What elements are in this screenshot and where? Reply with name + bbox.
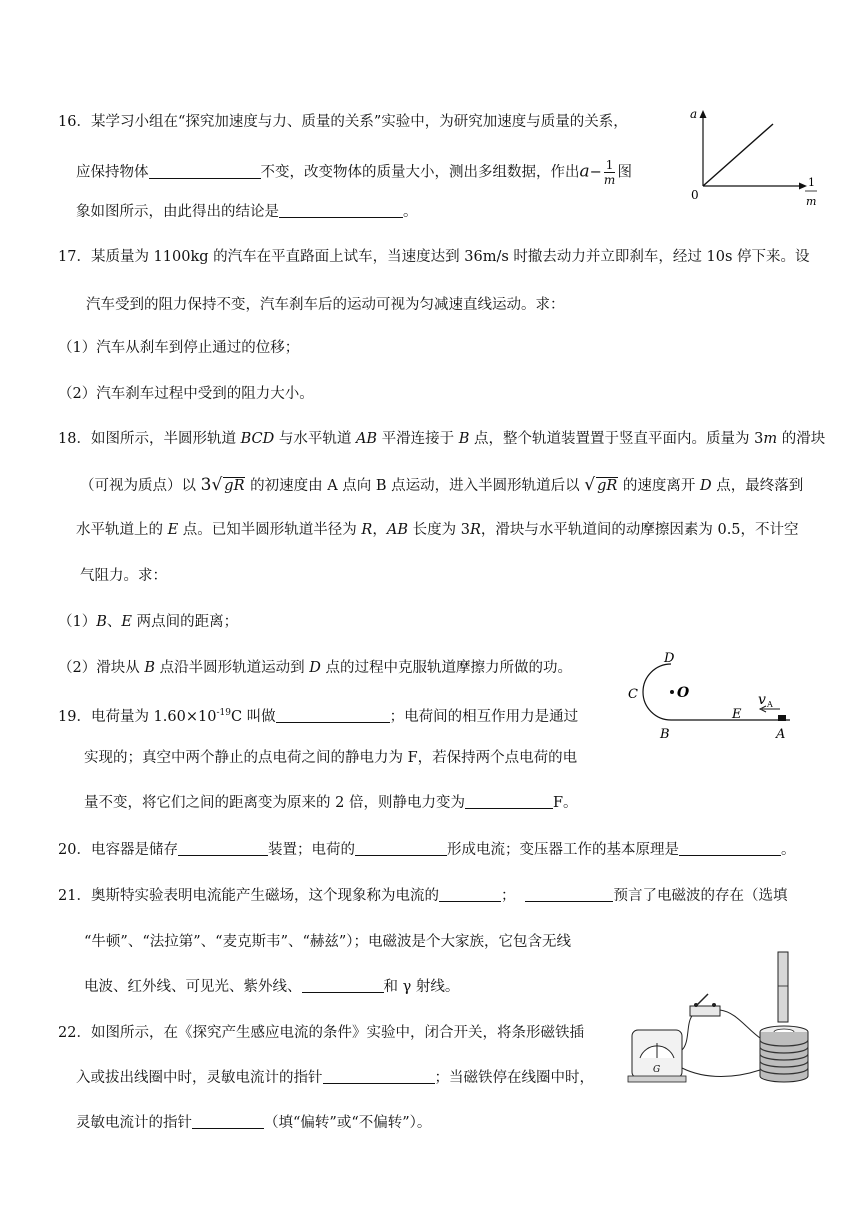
bar-magnet-icon (778, 952, 788, 1022)
q18-text: 的滑块 (777, 431, 826, 447)
q21-text: 电波、红外线、可见光、紫外线、 (84, 979, 302, 995)
q20-text: 装置；电荷的 (267, 842, 355, 858)
q22-blank-2[interactable] (192, 1114, 264, 1129)
q21-text: ； (500, 888, 516, 904)
q22-text: （填“偏转”或“不偏转”）。 (264, 1115, 432, 1131)
q18-line2 (80, 475, 803, 496)
q18-italic: B (458, 431, 470, 447)
q18-radicand: gR (597, 478, 618, 494)
q18-text: 两点间的距离； (131, 614, 239, 630)
q19-line2: 实现的；真空中两个静止的点电荷之间的静电力为 F，若保持两个点电荷的电 (84, 750, 578, 766)
q16-expr-num: 1 (605, 158, 614, 172)
q16-graph-ylabel: a (690, 107, 698, 121)
q16-graph-line (703, 124, 773, 186)
q22-text: 灵敏电流计的指针 (76, 1115, 192, 1131)
q18-text: 点的过程中克服轨道摩擦力所做的功。 (320, 660, 572, 676)
q19-line3 (84, 793, 578, 813)
q18-text: 水平轨道上的 (76, 522, 168, 538)
q16-text: 应保持物体 (76, 164, 149, 181)
q21-blank-1[interactable] (439, 887, 501, 902)
q22-text: 入或拔出线圈中时，灵敏电流计的指针 (76, 1070, 323, 1086)
q18-semicircle-track (643, 664, 671, 720)
q18-text: 平滑连接于 (377, 431, 459, 447)
q18-text: 、 (106, 614, 122, 630)
q18-text: ，滑块与水平轨道间的动摩擦因素为 0.5，不计空 (480, 522, 799, 538)
q21-line2: “牛顿”、“法拉第”、“麦克斯韦”、“赫兹”）；电磁波是个大家族，它包含无线 (84, 934, 572, 950)
q16-text: 。 (403, 204, 418, 220)
q18-text: 18．如图所示，半圆形轨道 (58, 431, 241, 447)
q18-text: ， (372, 522, 387, 538)
q18-text: 点沿半圆形轨道运动到 (155, 660, 310, 676)
q18-line1 (58, 429, 825, 449)
q22-induction-apparatus (626, 950, 826, 1100)
q18-text: 的速度离开 (618, 478, 701, 494)
q16-line2 (76, 158, 632, 187)
q18-italic: B (96, 614, 107, 630)
q16-graph-origin: 0 (691, 188, 699, 202)
q19-line1 (58, 703, 578, 727)
q18-radicand: gR (224, 478, 245, 494)
q18-track-diagram (622, 652, 812, 742)
q18-text: 与水平轨道 (274, 431, 356, 447)
switch-icon (690, 1006, 720, 1016)
q18-text: 点，整个轨道装置置于竖直平面内。质量为 3 (469, 431, 764, 447)
q18-italic: AB (386, 522, 408, 538)
q21-line3 (84, 977, 459, 997)
q22-line3 (76, 1113, 431, 1133)
q17-line1: 17．某质量为 1100kg 的汽车在平直路面上试车，当速度达到 36m/s 时撤去动力并立即刹车，经过 10s 停下来。设 (58, 249, 810, 265)
q17-line2: 汽车受到的阻力保持不变，汽车刹车后的运动可视为匀减速直线运动。求： (86, 297, 565, 313)
q18-label-v: v (758, 692, 766, 708)
q16-graph-xlabel-den: m (806, 195, 817, 208)
q22-line1: 22．如图所示，在《探究产生感应电流的条件》实验中，闭合开关，将条形磁铁插 (58, 1025, 584, 1041)
q18-italic: R (361, 522, 373, 538)
q18-label-B: B (660, 727, 670, 742)
q18-label-C: C (628, 687, 638, 702)
radical-sign: √ (584, 475, 596, 495)
q16-blank-2[interactable] (279, 203, 403, 218)
q19-text: ；电荷间的相互作用力是通过 (389, 708, 579, 725)
q18-text: （2）滑块从 (58, 660, 145, 676)
q16-expr-den: m (603, 173, 616, 187)
q18-label-A: A (776, 727, 786, 742)
q21-text: 和 γ 射线。 (383, 979, 460, 995)
q16-text: 不变，改变物体的质量大小，测出多组数据，作出 (260, 164, 580, 181)
q21-line1 (58, 886, 787, 906)
q16-blank-1[interactable] (149, 164, 261, 179)
q22-text: ；当磁铁停在线圈中时， (434, 1070, 594, 1086)
q18-italic: E (167, 522, 179, 538)
q18-italic: B (144, 660, 155, 676)
q16-text: 象如图所示，由此得出的结论是 (76, 204, 279, 220)
q22-line2 (76, 1068, 594, 1088)
q21-blank-3[interactable] (302, 978, 384, 993)
q19-text: 19．电荷量为 1.60×10 (58, 708, 217, 725)
q16-expr-a: a (579, 161, 590, 182)
q18-part2 (58, 658, 572, 678)
q18-slider-block (778, 715, 786, 721)
q18-text: 长度为 3 (407, 522, 470, 538)
q16-expr-minus: − (589, 164, 602, 181)
q18-italic: D (700, 478, 712, 494)
q18-text: （1） (58, 614, 97, 630)
q18-line4: 气阻力。求： (80, 568, 167, 584)
q18-label-O: O (677, 685, 690, 701)
q18-line3 (76, 520, 799, 540)
q18-italic: m (763, 431, 778, 447)
q18-text: （可视为质点）以 (80, 478, 201, 494)
q20-blank-2[interactable] (355, 841, 447, 856)
q22-blank-1[interactable] (323, 1069, 435, 1084)
q21-blank-2[interactable] (525, 887, 613, 902)
q20-blank-3[interactable] (679, 841, 781, 856)
q16-text: 图 (617, 164, 632, 181)
q19-exponent: -19 (216, 708, 231, 718)
q16-line1: 16．某学习小组在“探究加速度与力、质量的关系”实验中，为研究加速度与质量的关系， (58, 114, 628, 130)
q18-italic: D (309, 660, 321, 676)
q18-italic: R (469, 522, 481, 538)
q19-text: 量不变，将它们之间的距离变为原来的 2 倍，则静电力变为 (84, 795, 465, 811)
q18-label-v-sub: A (767, 700, 773, 709)
q18-italic: AB (355, 431, 378, 447)
q18-text: 点，最终落到 (711, 478, 804, 494)
q19-text: F。 (552, 795, 578, 811)
connecting-wires (682, 1010, 760, 1077)
q18-italic: BCD (240, 431, 275, 447)
q18-italic: E (121, 614, 132, 630)
q21-text: 预言了电磁波的存在（选填 (613, 888, 788, 904)
q20-line1 (58, 840, 795, 860)
q20-text: 形成电流；变压器工作的基本原理是 (446, 842, 679, 858)
q20-blank-1[interactable] (178, 841, 268, 856)
q17-part2: （2）汽车刹车过程中受到的阻力大小。 (58, 386, 314, 402)
q18-text: 的初速度由 A 点向 B 点运动，进入半圆形轨道后以 (245, 478, 585, 494)
q16-graph-xlabel-num: 1 (808, 176, 815, 189)
q18-label-E: E (732, 707, 742, 722)
q20-text: 20．电容器是储存 (58, 842, 178, 858)
q16-line3 (76, 202, 418, 222)
q21-text: 21．奥斯特实验表明电流能产生磁场，这个现象称为电流的 (58, 888, 439, 904)
q18-center-point (670, 690, 674, 694)
q19-blank-1[interactable] (276, 708, 390, 723)
galvanometer-label: G (653, 1065, 661, 1075)
q18-text: 点。已知半圆形轨道半径为 (178, 522, 362, 538)
q16-expr-fraction (604, 158, 616, 187)
q18-coef: 3 (200, 475, 212, 495)
q18-label-D: D (664, 651, 675, 666)
q20-text: 。 (780, 842, 796, 858)
radical-sign: √ (211, 475, 223, 495)
q17-part1: （1）汽车从刹车到停止通过的位移； (58, 340, 300, 356)
q16-graph (685, 102, 825, 212)
q19-text: C 叫做 (230, 708, 276, 725)
q18-part1 (58, 612, 238, 632)
q19-blank-2[interactable] (465, 794, 553, 809)
